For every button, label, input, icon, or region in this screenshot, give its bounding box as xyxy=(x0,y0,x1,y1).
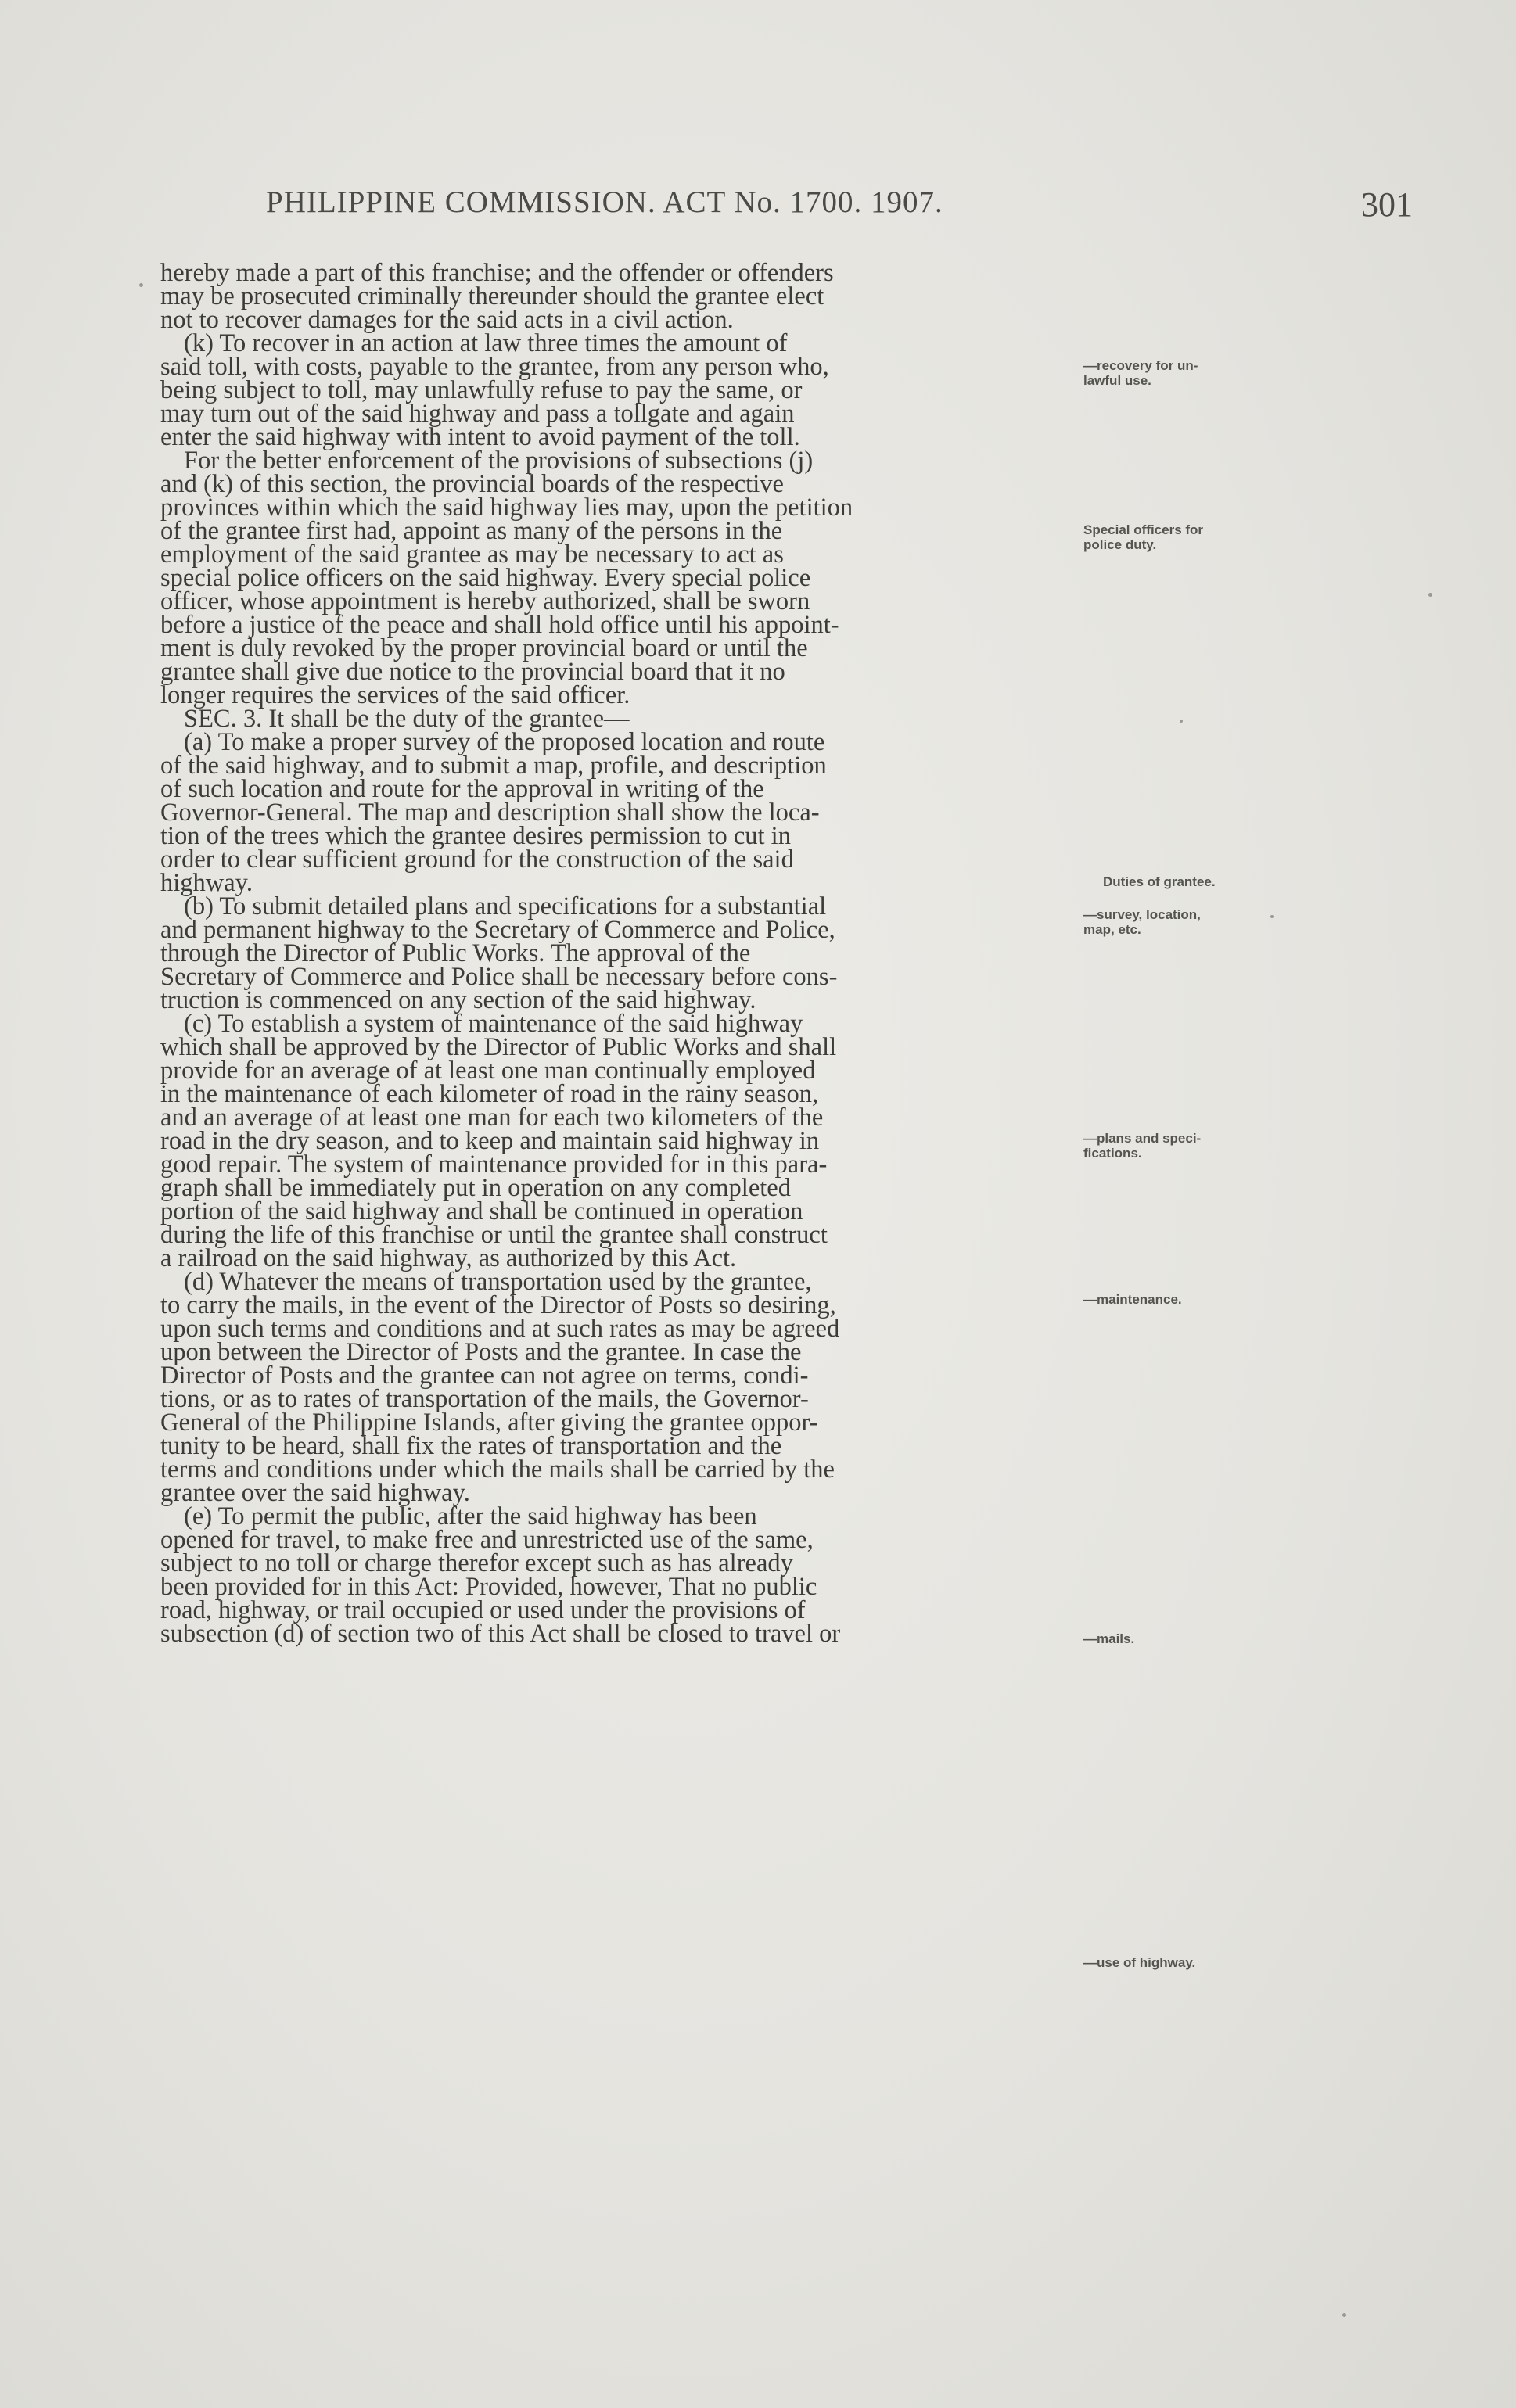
margin-note-duties: Duties of grantee. xyxy=(1103,874,1216,889)
text-line: employment of the said grantee as may be necessary to act as xyxy=(160,540,784,569)
text-line: For the better enforcement of the provisions of subsections (j) xyxy=(184,447,814,475)
text-line: graph shall be immediately put in operation on any completed xyxy=(160,1174,791,1202)
text-line: special police officers on the said highway. Every special police xyxy=(160,564,811,592)
text-line: in the maintenance of each kilometer of road in the rainy season, xyxy=(160,1080,819,1108)
text-line: provinces within which the said highway lies may, upon the petition xyxy=(160,493,853,522)
text-line: Secretary of Commerce and Police shall be necessary before cons- xyxy=(160,963,838,991)
text-line: may be prosecuted criminally thereunder should the grantee elect xyxy=(160,282,824,310)
text-line: enter the said highway with intent to avoid payment of the toll. xyxy=(160,423,800,451)
text-line: upon between the Director of Posts and the grantee. In case the xyxy=(160,1338,802,1366)
text-line: of the said highway, and to submit a map, profile, and description xyxy=(160,752,827,780)
text-line: road in the dry season, and to keep and maintain said highway in xyxy=(160,1127,820,1155)
margin-note-plans: —plans and speci- fications. xyxy=(1083,1131,1202,1161)
text-line: longer requires the services of the said officer. xyxy=(160,681,630,709)
text-line: subsection (d) of section two of this Act shall be closed to travel or xyxy=(160,1620,841,1648)
text-line: during the life of this franchise or until the grantee shall construct xyxy=(160,1221,828,1249)
scan-speck xyxy=(1342,2313,1346,2317)
text-line: through the Director of Public Works. The approval of the xyxy=(160,939,751,967)
text-line: (a) To make a proper survey of the proposed location and route xyxy=(184,728,825,756)
text-line: and an average of at least one man for each two kilometers of the xyxy=(160,1104,824,1132)
margin-note-special-officers: Special officers for police duty. xyxy=(1083,522,1204,552)
text-line: tion of the trees which the grantee desires permission to cut in xyxy=(160,822,791,850)
text-line: terms and conditions under which the mails shall be carried by the xyxy=(160,1455,835,1484)
text-line: provide for an average of at least one man continually employed xyxy=(160,1057,816,1085)
text-line: good repair. The system of maintenance provided for in this para- xyxy=(160,1150,828,1179)
text-line: being subject to toll, may unlawfully refuse to pay the same, or xyxy=(160,376,803,404)
text-line: tunity to be heard, shall fix the rates of transportation and the xyxy=(160,1432,782,1460)
text-line: Director of Posts and the grantee can not agree on terms, condi- xyxy=(160,1362,809,1390)
text-line: and (k) of this section, the provincial boards of the respective xyxy=(160,470,784,498)
text-line: officer, whose appointment is hereby authorized, shall be sworn xyxy=(160,587,810,615)
text-line: of the grantee first had, appoint as many of the persons in the xyxy=(160,517,783,545)
margin-note-maintenance: —maintenance. xyxy=(1083,1292,1182,1307)
text-line: said toll, with costs, payable to the grantee, from any person who, xyxy=(160,353,829,381)
text-line: truction is commenced on any section of the said highway. xyxy=(160,986,756,1014)
text-line: hereby made a part of this franchise; and the offender or offenders xyxy=(160,259,834,287)
margin-note-recovery: —recovery for un- lawful use. xyxy=(1083,358,1198,388)
text-line: a railroad on the said highway, as authorized by this Act. xyxy=(160,1244,737,1272)
text-line: which shall be approved by the Director of Public Works and shall xyxy=(160,1033,837,1061)
page-number: 301 xyxy=(1361,185,1413,224)
text-line: (b) To submit detailed plans and specifications for a substantial xyxy=(184,892,827,920)
text-line: (k) To recover in an action at law three times the amount of xyxy=(184,329,788,357)
text-line: may turn out of the said highway and pass a tollgate and again xyxy=(160,400,795,428)
text-line: order to clear sufficient ground for the construction of the said xyxy=(160,845,794,874)
text-line: grantee over the said highway. xyxy=(160,1479,470,1507)
text-line: SEC. 3. It shall be the duty of the grantee— xyxy=(184,705,630,733)
text-line: (d) Whatever the means of transportation used by the grantee, xyxy=(184,1268,812,1296)
text-line: upon such terms and conditions and at such rates as may be agreed xyxy=(160,1315,840,1343)
scan-speck xyxy=(1270,915,1274,918)
text-line: highway. xyxy=(160,869,253,897)
scan-speck xyxy=(139,283,143,287)
text-line: Governor-General. The map and description shall show the loca- xyxy=(160,798,820,827)
text-line: tions, or as to rates of transportation of the mails, the Governor- xyxy=(160,1385,809,1413)
text-line: to carry the mails, in the event of the Director of Posts so desiring, xyxy=(160,1291,836,1319)
text-line: been provided for in this Act: Provided, however, That no public xyxy=(160,1573,817,1601)
text-line: (c) To establish a system of maintenance of the said highway xyxy=(184,1010,803,1038)
text-line: grantee shall give due notice to the provincial board that it no xyxy=(160,658,785,686)
text-line: road, highway, or trail occupied or used under the provisions of xyxy=(160,1596,806,1624)
text-line: before a justice of the peace and shall hold office until his appoint- xyxy=(160,611,839,639)
text-line: of such location and route for the approval in writing of the xyxy=(160,775,764,803)
text-line: portion of the said highway and shall be continued in operation xyxy=(160,1197,803,1226)
margin-note-use-of-highway: —use of highway. xyxy=(1083,1955,1196,1970)
margin-note-mails: —mails. xyxy=(1083,1631,1135,1646)
text-line: not to recover damages for the said acts in a civil action. xyxy=(160,306,734,334)
margin-note-survey: —survey, location, map, etc. xyxy=(1083,907,1201,937)
body-text xyxy=(160,259,1076,1648)
running-head: PHILIPPINE COMMISSION. ACT No. 1700. 1907. xyxy=(266,185,943,219)
text-line: (e) To permit the public, after the said highway has been xyxy=(184,1502,757,1531)
text-line: General of the Philippine Islands, after giving the grantee oppor- xyxy=(160,1409,818,1437)
text-line: opened for travel, to make free and unrestricted use of the same, xyxy=(160,1526,814,1554)
scan-speck xyxy=(1180,720,1183,723)
text-line: and permanent highway to the Secretary of Commerce and Police, xyxy=(160,916,835,944)
scan-speck xyxy=(1428,593,1432,597)
text-line: ment is duly revoked by the proper provincial board or until the xyxy=(160,634,808,662)
text-line: subject to no toll or charge therefor except such as has already xyxy=(160,1549,793,1577)
